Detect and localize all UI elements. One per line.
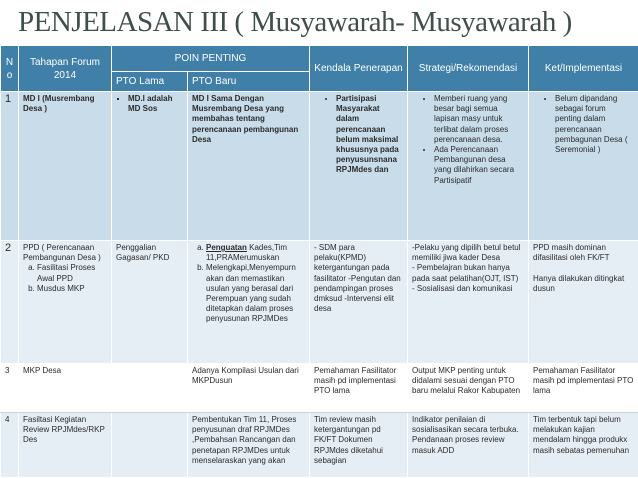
header-pto-lama: PTO Lama — [112, 72, 188, 92]
list-item: • Memberi ruang yang besar bagi semua lapisan masy untuk terlibat dalam proses perencanaan desa. — [434, 94, 524, 145]
pto-baru-cell — [188, 241, 310, 364]
table-row — [1, 241, 638, 364]
header-kendala: Kendala Penerapan — [310, 46, 408, 92]
list-item: a. Fasilitasi Proses Awal PPD — [37, 263, 107, 283]
header-row — [1, 46, 638, 72]
page-title: PENJELASAN III ( Musyawarah- Musyawarah ) — [18, 6, 572, 38]
list-item: b. Melengkapi,Menyempurn akan dan memastikan usulan yang berasal dari Perempuan yang sudah ditetapkan dalam proses penyusunan RPJMDes — [206, 263, 305, 324]
table-row — [1, 364, 638, 413]
strategi-cell: Output MKP penting untuk didalami sesuai dengan PTO baru melalui Rakor Kabupaten — [408, 364, 529, 413]
header-poin-penting: POIN PENTING — [112, 46, 310, 72]
row-number: 1 — [1, 92, 19, 241]
ket-cell — [529, 92, 638, 241]
tahapan-text: MD I (Musrembang Desa ) — [23, 94, 95, 114]
header-no: N o — [1, 46, 19, 92]
header-pto-baru: PTO Baru — [188, 72, 310, 92]
list-item: ▪ MD.I adalah MD Sos — [128, 94, 183, 114]
tahapan-cell: Fasiltasi Kegiatan Review RPJMdes/RKP Des — [19, 413, 112, 478]
header-ket: Ket/Implementasi — [529, 46, 638, 92]
row-number: 4 — [1, 413, 19, 478]
pto-baru-text: MD I Sama Dengan Musrembang Desa yang membahas tentang perencanaan pembangunan Desa — [192, 94, 299, 144]
header-strategi: Strategi/Rekomendasi — [408, 46, 529, 92]
kendala-cell: - SDM para pelaku(KPMD) ketergantungan pada fasilitator -Pengutan dan pendampingan proses dmksud -Intervensi elit desa — [310, 241, 408, 364]
row-number: 2 — [1, 241, 19, 364]
tahapan-cell: MKP Desa — [19, 364, 112, 413]
table-row — [1, 92, 638, 241]
kendala-cell: Pemahaman Fasilitator masih pd implementasi PTO lama — [310, 364, 408, 413]
ket-cell: PPD masih dominan difasilitasi oleh FK/FT Hanya dilakukan ditingkat dusun — [529, 241, 638, 364]
ket-cell: Tim terbentuk tapi belum melakukan kajian mendalam hingga produkx masih sebatas pemenuhan — [529, 413, 638, 478]
tahapan-cell — [19, 241, 112, 364]
strategi-cell: Indikator penilaian di sosialisasikan secara terbuka. Pendanaan proses review masuk ADD — [408, 413, 529, 478]
pto-lama-cell — [112, 364, 188, 413]
kendala-cell — [310, 92, 408, 241]
table-row — [1, 413, 638, 478]
kendala-cell: Tim review masih ketergantungan pd FK/FT Dokumen RPJMdes diketahui sebagian — [310, 413, 408, 478]
row-number: 3 — [1, 364, 19, 413]
pto-baru-cell: Adanya Kompilasi Usulan dari MKPDusun — [188, 364, 310, 413]
ket-cell: Pemahaman Fasilitator masih pd implementasi PTO lama — [529, 364, 638, 413]
pto-lama-cell — [112, 413, 188, 478]
tahapan-text: PPD ( Perencanaan Pembangunan Desa ) — [23, 243, 101, 263]
header-tahapan: Tahapan Forum 2014 — [19, 46, 112, 92]
pto-baru-cell: Pembentukan Tim 11, Proses penyusunan draf RPJMDes ,Pembahsan Rancangan dan penetapan RPJMDes untuk menselaraskan yang akan — [188, 413, 310, 478]
pto-lama-cell: Penggalian Gagasan/ PKD — [112, 241, 188, 364]
list-item: b. Musdus MKP — [37, 284, 107, 294]
strategi-cell: -Pelaku yang dipilih betul betul memiliki jiwa kader Desa - Pembelajran bukan hanya pada saat pelatihan(OJT, IST) - Sosialisasi dan komunikasi — [408, 241, 529, 364]
explanation-table — [0, 45, 638, 478]
list-item: a. Penguatan Kades,Tim 11,PRAMerumuskan — [206, 243, 305, 263]
list-item: • Ada Perencanaan Pembangunan desa yang dilahirkan secara Partisipatif — [434, 145, 524, 186]
list-item: • Belum dipandang sebagai forum penting dalam perencanaan pembagunan Desa ( Seremonial ) — [555, 94, 634, 155]
pto-lama-cell — [112, 92, 188, 241]
pto-baru-cell — [188, 92, 310, 241]
list-item: • Partisipasi Masyarakat dalam perencanaan belum maksimal khususnya pada penyusunsnana RPJMdes dan — [336, 94, 403, 176]
strategi-cell — [408, 92, 529, 241]
tahapan-cell — [19, 92, 112, 241]
